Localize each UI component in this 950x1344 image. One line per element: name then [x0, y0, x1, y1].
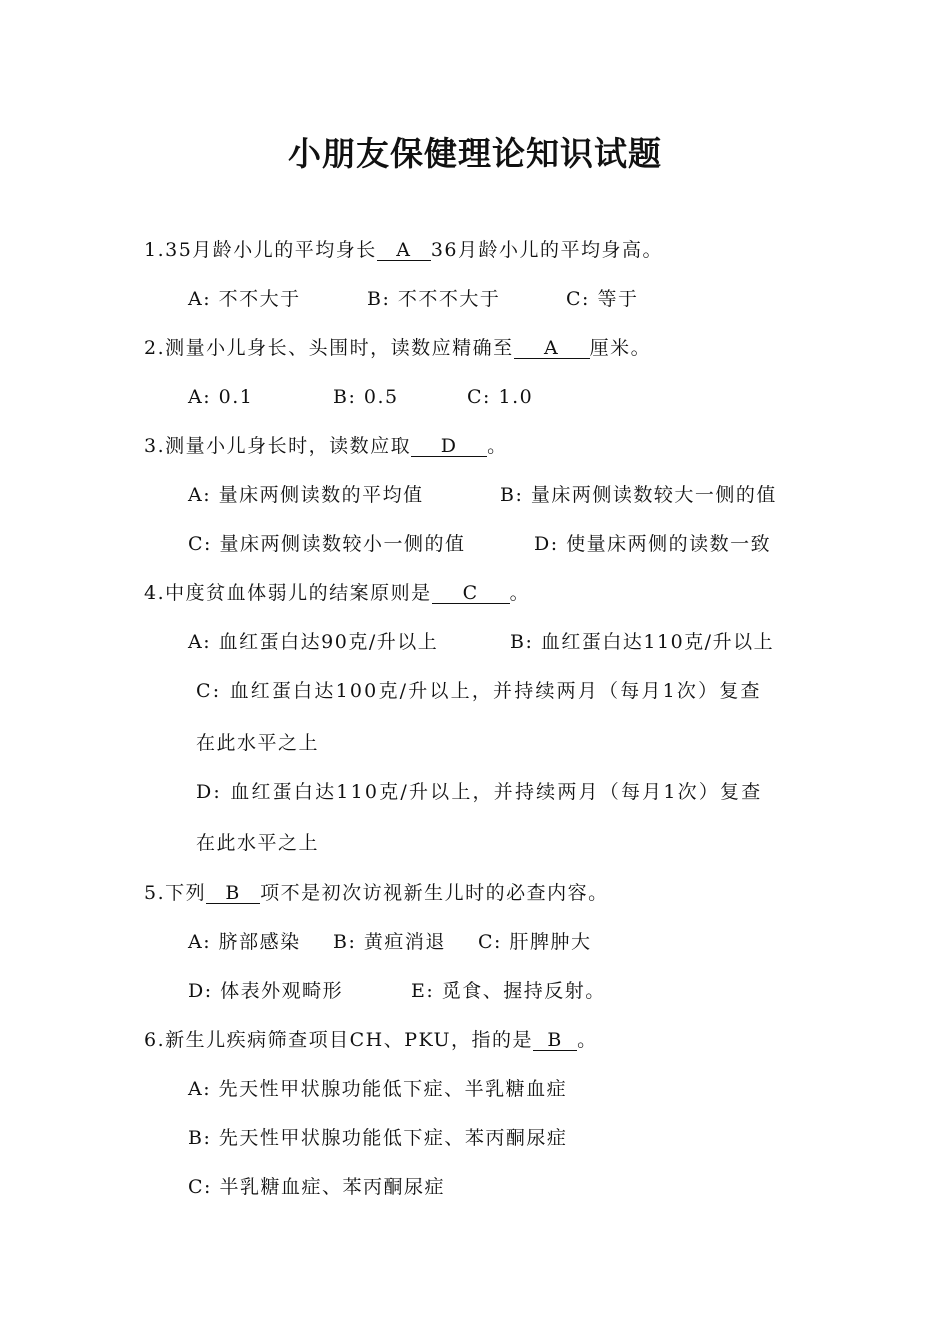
option: B: 先天性甲状腺功能低下症、苯丙酮尿症	[188, 1127, 568, 1149]
question-6	[144, 1028, 598, 1052]
option: A: 量床两侧读数的平均值	[188, 484, 424, 506]
question-3	[144, 434, 508, 458]
option: E: 觅食、握持反射。	[411, 980, 606, 1002]
option-continuation: 在此水平之上	[196, 732, 320, 754]
option: A: 不不大于	[188, 288, 301, 310]
answer-blank: A	[377, 240, 431, 261]
question-2	[144, 336, 651, 360]
question-stem: 厘米。	[589, 337, 652, 359]
question-4	[144, 581, 530, 605]
question-1	[144, 238, 663, 262]
question-stem: 36月龄小儿的平均身高。	[430, 239, 663, 261]
option-continuation: 在此水平之上	[196, 832, 320, 854]
answer-blank: A	[514, 338, 590, 359]
answer-blank: D	[411, 436, 487, 457]
question-stem: 项不是初次访视新生儿时的必查内容。	[260, 882, 609, 904]
question-stem: 。	[487, 435, 508, 457]
question-stem: 。	[577, 1029, 598, 1051]
option: C: 血红蛋白达100克/升以上，并持续两月（每月1次）复查	[196, 680, 762, 702]
question-stem: 6.新生儿疾病筛查项目CH、PKU，指的是	[144, 1029, 534, 1051]
option: A: 0.1	[188, 386, 254, 408]
question-stem: 1.35月龄小儿的平均身长	[144, 239, 377, 261]
answer-blank: B	[533, 1030, 577, 1051]
option: C: 等于	[566, 288, 639, 310]
document-title: 小朋友保健理论知识试题	[288, 134, 662, 173]
option: B: 不不不大于	[367, 288, 501, 310]
option: C: 量床两侧读数较小一侧的值	[188, 533, 466, 555]
answer-blank: B	[206, 883, 260, 904]
question-stem: 4.中度贫血体弱儿的结案原则是	[144, 582, 432, 604]
option: D: 使量床两侧的读数一致	[534, 533, 772, 555]
option: A: 脐部感染	[188, 931, 301, 953]
option: B: 血红蛋白达110克/升以上	[510, 631, 775, 653]
question-stem: 2.测量小儿身长、头围时，读数应精确至	[144, 337, 514, 359]
question-5	[144, 881, 609, 905]
option: B: 0.5	[333, 386, 399, 408]
option: A: 血红蛋白达90克/升以上	[188, 631, 439, 653]
question-stem: 。	[509, 582, 531, 604]
option: C: 肝脾肿大	[478, 931, 592, 953]
option: B: 量床两侧读数较大一侧的值	[500, 484, 777, 506]
option: B: 黄疸消退	[333, 931, 446, 953]
question-stem: 5.下列	[144, 882, 207, 904]
option: A: 先天性甲状腺功能低下症、半乳糖血症	[188, 1078, 568, 1100]
option: C: 半乳糖血症、苯丙酮尿症	[188, 1176, 445, 1198]
option: C: 1.0	[467, 386, 534, 408]
answer-blank: C	[432, 583, 510, 604]
option: D: 血红蛋白达110克/升以上，并持续两月（每月1次）复查	[196, 781, 763, 803]
option: D: 体表外观畸形	[188, 980, 344, 1002]
question-stem: 3.测量小儿身长时，读数应取	[144, 435, 412, 457]
